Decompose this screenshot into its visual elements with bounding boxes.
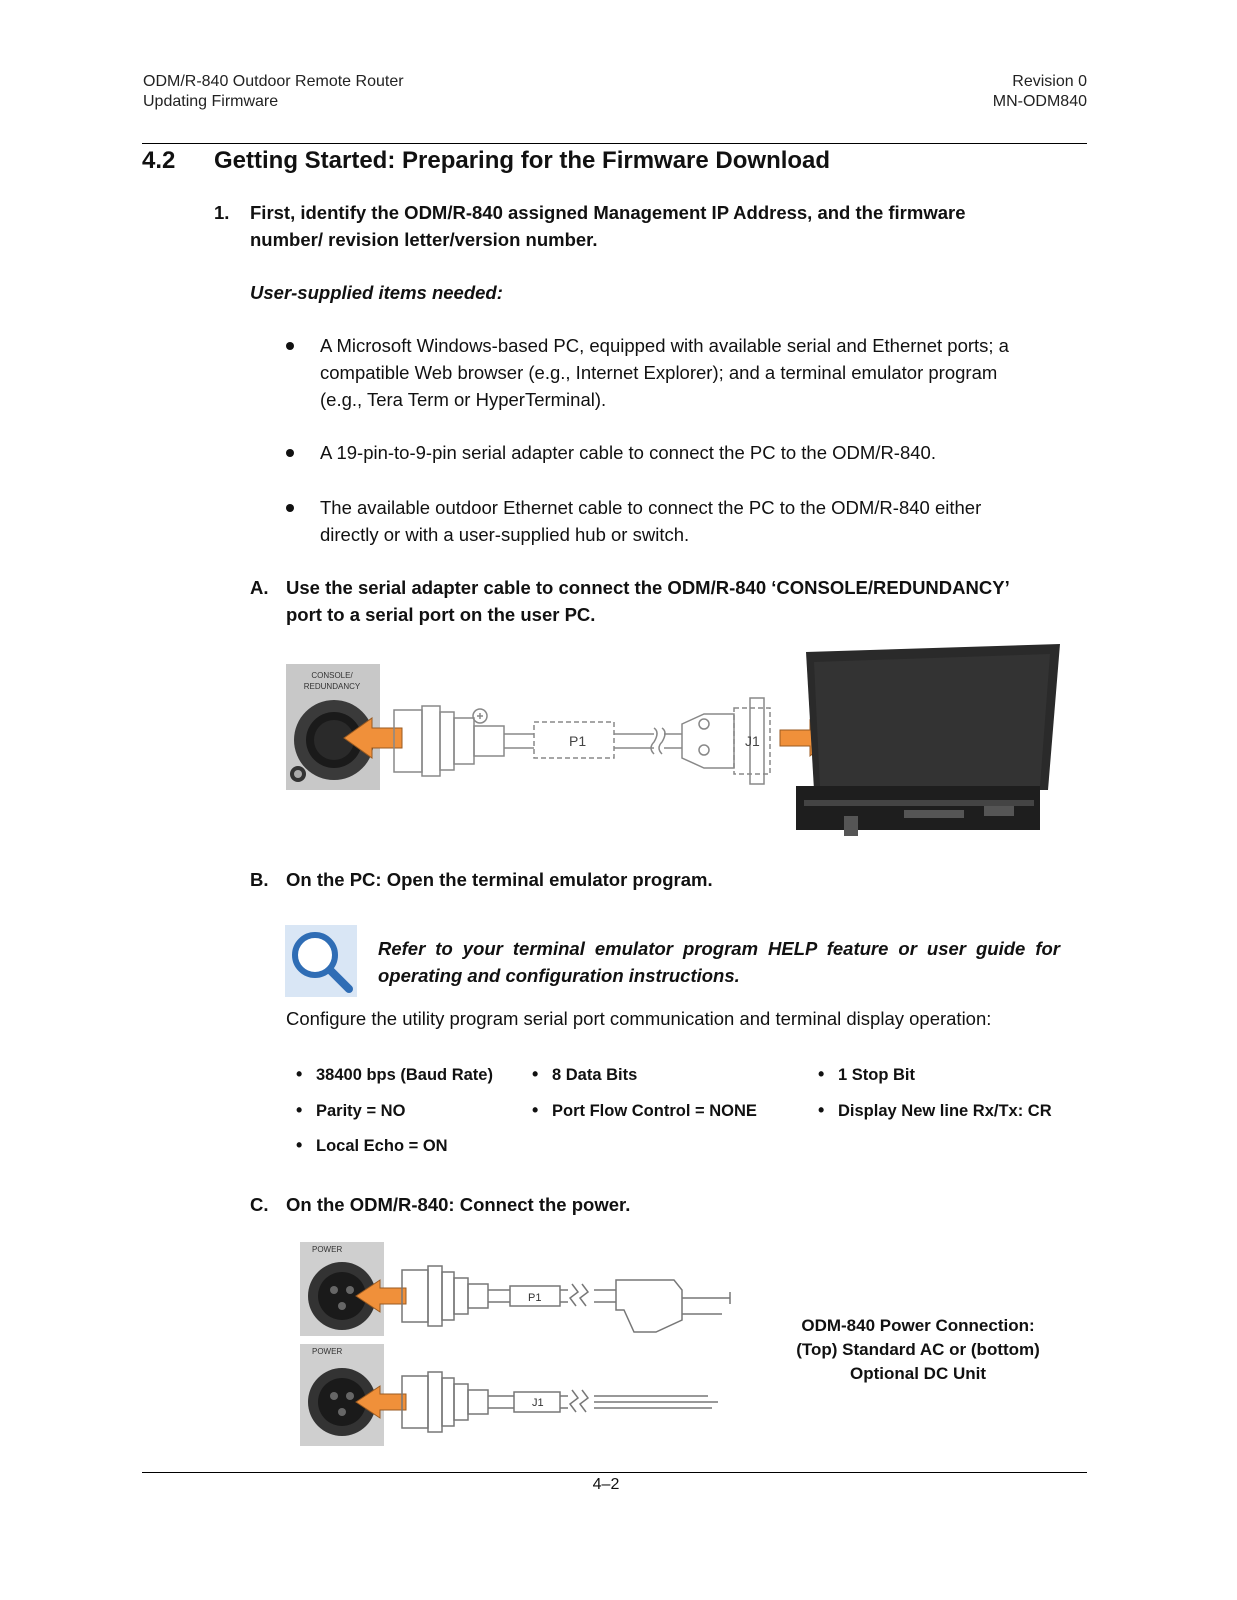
serial-connection-figure	[284, 640, 1064, 840]
power-label-bottom: POWER	[312, 1347, 343, 1356]
note-text: Refer to your terminal emulator program HELP feature or user guide for operating and configuration instructions.	[378, 938, 1060, 986]
page-number: 4–2	[592, 1476, 620, 1493]
stepB-text: On the PC: Open the terminal emulator program.	[286, 869, 713, 890]
j1-label: J1	[532, 1397, 544, 1409]
plug-p1	[394, 706, 682, 776]
bullet-icon	[286, 342, 294, 350]
step1-number: 1.	[214, 202, 230, 223]
running-header-left	[143, 72, 404, 112]
list-item: A 19-pin-to-9-pin serial adapter cable to connect the PC to the ODM/R-840.	[320, 442, 936, 463]
figure-caption: ODM-840 Power Connection: (Top) Standard AC or (bottom) Optional DC Unit	[796, 1316, 1040, 1383]
j1-label: J1	[745, 733, 760, 749]
section-number: 4.2	[142, 147, 176, 174]
p1-label: P1	[569, 733, 587, 749]
list-item: A Microsoft Windows-based PC, equipped with available serial and Ethernet ports; a compatible Web browser (e.g., Internet Explorer); and a terminal emulator program (e.g., Tera Term or HyperTerminal).	[320, 335, 1009, 410]
setting-new-line: • Display New line Rx/Tx: CR	[838, 1102, 1052, 1121]
laptop-image	[796, 644, 1060, 836]
power-connection-figure	[298, 1240, 738, 1450]
section-title: Getting Started: Preparing for the Firmware Download	[214, 147, 831, 174]
console-label-1: CONSOLE/	[311, 671, 353, 680]
stepB-letter: B.	[250, 869, 269, 890]
step1-text: First, identify the ODM/R-840 assigned Management IP Address, and the firmware number/ revision letter/version number.	[250, 202, 966, 250]
footer-rule	[142, 1472, 1087, 1473]
chapter-title: Updating Firmware	[143, 93, 279, 110]
power-label-top: POWER	[312, 1245, 343, 1254]
user-supplied-heading: User-supplied items needed:	[250, 282, 503, 303]
console-label-2: REDUNDANCY	[303, 682, 361, 691]
running-header-right	[993, 72, 1087, 112]
setting-baud-rate: • 38400 bps (Baud Rate)	[316, 1066, 493, 1085]
revision: Revision 0	[1012, 73, 1087, 90]
bullet-icon	[286, 504, 294, 512]
setting-stop-bit: • 1 Stop Bit	[838, 1066, 915, 1085]
doc-number: MN-ODM840	[992, 93, 1087, 110]
list-item: The available outdoor Ethernet cable to connect the PC to the ODM/R-840 either directly or with a user-supplied hub or switch.	[320, 497, 982, 545]
header-rule	[142, 143, 1087, 144]
magnifier-icon	[285, 925, 357, 997]
setting-parity: • Parity = NO	[316, 1102, 405, 1121]
stepA-letter: A.	[250, 577, 269, 598]
setting-data-bits: • 8 Data Bits	[552, 1066, 637, 1085]
configure-text: Configure the utility program serial port communication and terminal display operation:	[286, 1008, 992, 1029]
bullet-icon	[286, 449, 294, 457]
setting-local-echo: • Local Echo = ON	[316, 1137, 448, 1156]
stepA-text: Use the serial adapter cable to connect the ODM/R-840 ‘CONSOLE/REDUNDANCY’ port to a serial port on the user PC.	[286, 577, 1010, 625]
setting-flow-control: • Port Flow Control = NONE	[552, 1102, 757, 1121]
dc-plug	[402, 1372, 718, 1432]
ac-plug	[402, 1266, 730, 1332]
doc-title: ODM/R-840 Outdoor Remote Router	[143, 73, 404, 90]
stepC-letter: C.	[250, 1194, 269, 1215]
stepC-text: On the ODM/R-840: Connect the power.	[286, 1194, 631, 1215]
p1-label: P1	[528, 1292, 542, 1304]
